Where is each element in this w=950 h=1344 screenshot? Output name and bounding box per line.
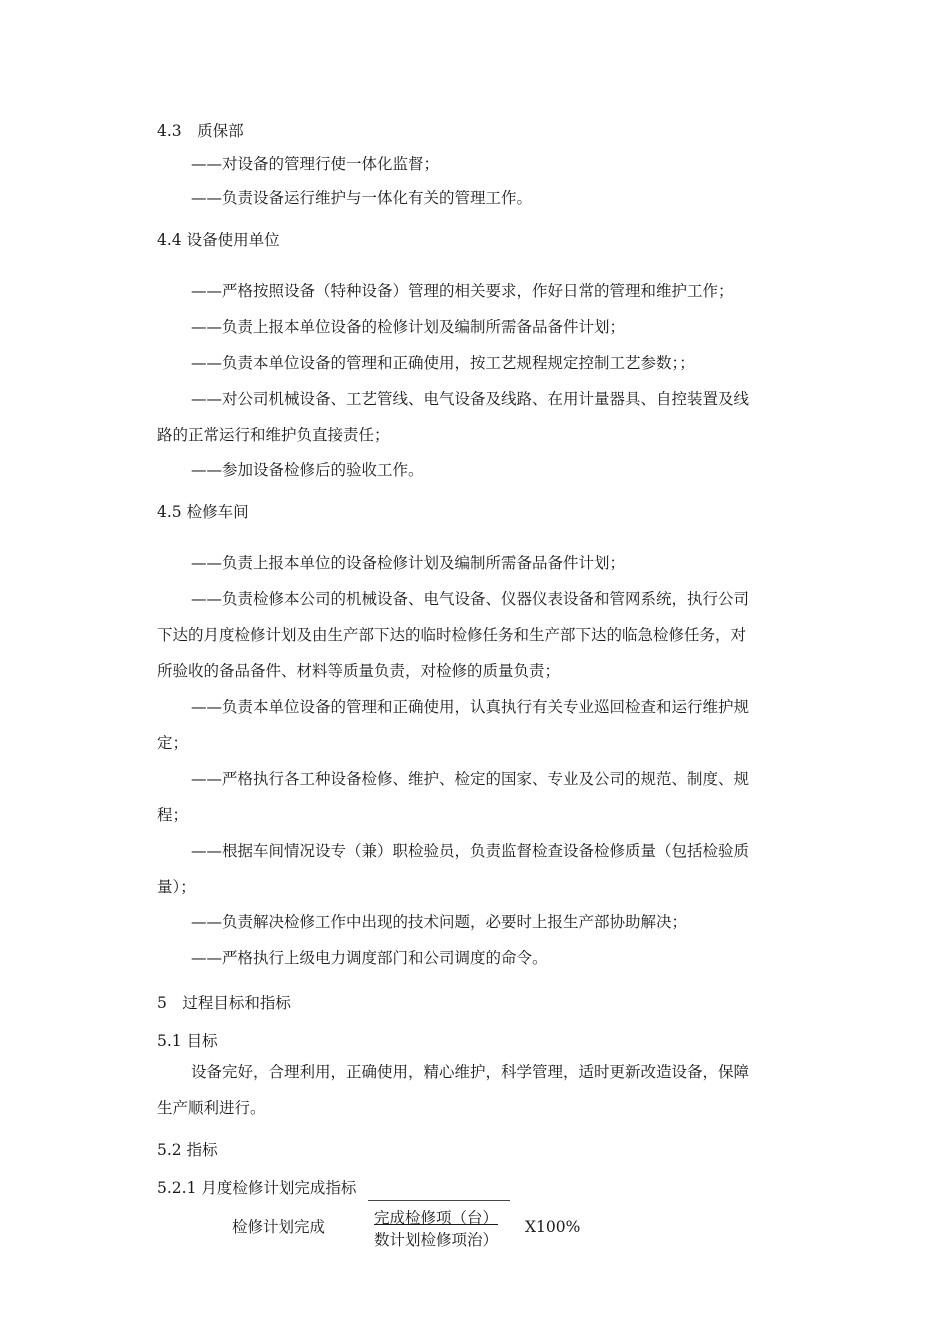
paragraph-line: 下达的月度检修计划及由生产部下达的临时检修任务和生产部下达的临急检修任务，对 bbox=[157, 626, 747, 644]
paragraph-line: ——参加设备检修后的验收工作。 bbox=[191, 461, 424, 479]
paragraph-line: ——负责检修本公司的机械设备、电气设备、仪器仪表设备和管网系统，执行公司 bbox=[191, 590, 750, 608]
paragraph-line: ——负责本单位设备的管理和正确使用，按工艺规程规定控制工艺参数；； bbox=[191, 354, 695, 372]
paragraph-line: ——严格按照设备（特种设备）管理的相关要求，作好日常的管理和维护工作； bbox=[191, 282, 734, 300]
section-5-title: 5 过程目标和指标 bbox=[157, 994, 291, 1012]
section-5-2-title: 5.2 指标 bbox=[157, 1141, 218, 1159]
formula-multiplier: X100% bbox=[525, 1218, 581, 1236]
section-5-1-title: 5.1 目标 bbox=[157, 1032, 218, 1050]
formula-denominator: 数计划检修项治） bbox=[374, 1231, 499, 1249]
paragraph-line: ——负责上报本单位设备的检修计划及编制所需备品备件计划； bbox=[191, 318, 626, 336]
paragraph-line: ——负责设备运行维护与一体化有关的管理工作。 bbox=[191, 189, 533, 207]
paragraph-line: ——负责本单位设备的管理和正确使用，认真执行有关专业巡回检查和运行维护规 bbox=[191, 698, 750, 716]
formula-clipped-row bbox=[0, 1212, 950, 1249]
paragraph-line: ——负责解决检修工作中出现的技术问题，必要时上报生产部协助解决； bbox=[191, 913, 688, 931]
paragraph-line: 设备完好，合理利用，正确使用，精心维护，科学管理，适时更新改造设备，保障 bbox=[191, 1063, 750, 1081]
paragraph-line: 量）； bbox=[157, 878, 196, 896]
paragraph-line: 定； bbox=[157, 734, 189, 752]
fraction-top-rule bbox=[368, 1200, 510, 1201]
formula-lhs: 检修计划完成 bbox=[232, 1218, 326, 1236]
paragraph-line: 生产顺利进行。 bbox=[157, 1099, 266, 1117]
paragraph-line: ——严格执行上级电力调度部门和公司调度的命令。 bbox=[191, 949, 548, 967]
paragraph-line: ——严格执行各工种设备检修、维护、检定的国家、专业及公司的规范、制度、规 bbox=[191, 770, 750, 788]
paragraph-line: ——负责上报本单位的设备检修计划及编制所需备品备件计划； bbox=[191, 554, 626, 572]
paragraph-line: 所验收的备品备件、材料等质量负责，对检修的质量负责； bbox=[157, 662, 561, 680]
paragraph-line: 程； bbox=[157, 806, 189, 824]
paragraph-line: ——对公司机械设备、工艺管线、电气设备及线路、在用计量器具、自控装置及线 bbox=[191, 390, 750, 408]
paragraph-line: ——对设备的管理行使一体化监督； bbox=[191, 155, 440, 173]
section-4-3-title: 4.3 质保部 bbox=[157, 122, 244, 140]
paragraph-line: ——根据车间情况设专（兼）职检验员，负责监督检查设备检修质量（包括检验质 bbox=[191, 842, 750, 860]
section-5-2-1-title: 5.2.1 月度检修计划完成指标 bbox=[157, 1179, 357, 1197]
section-4-4-title: 4.4 设备使用单位 bbox=[157, 231, 280, 249]
formula-numerator: 完成检修项（台） bbox=[374, 1209, 499, 1227]
paragraph-line: 路的正常运行和维护负直接责任； bbox=[157, 426, 390, 444]
section-4-5-title: 4.5 检修车间 bbox=[157, 503, 249, 521]
